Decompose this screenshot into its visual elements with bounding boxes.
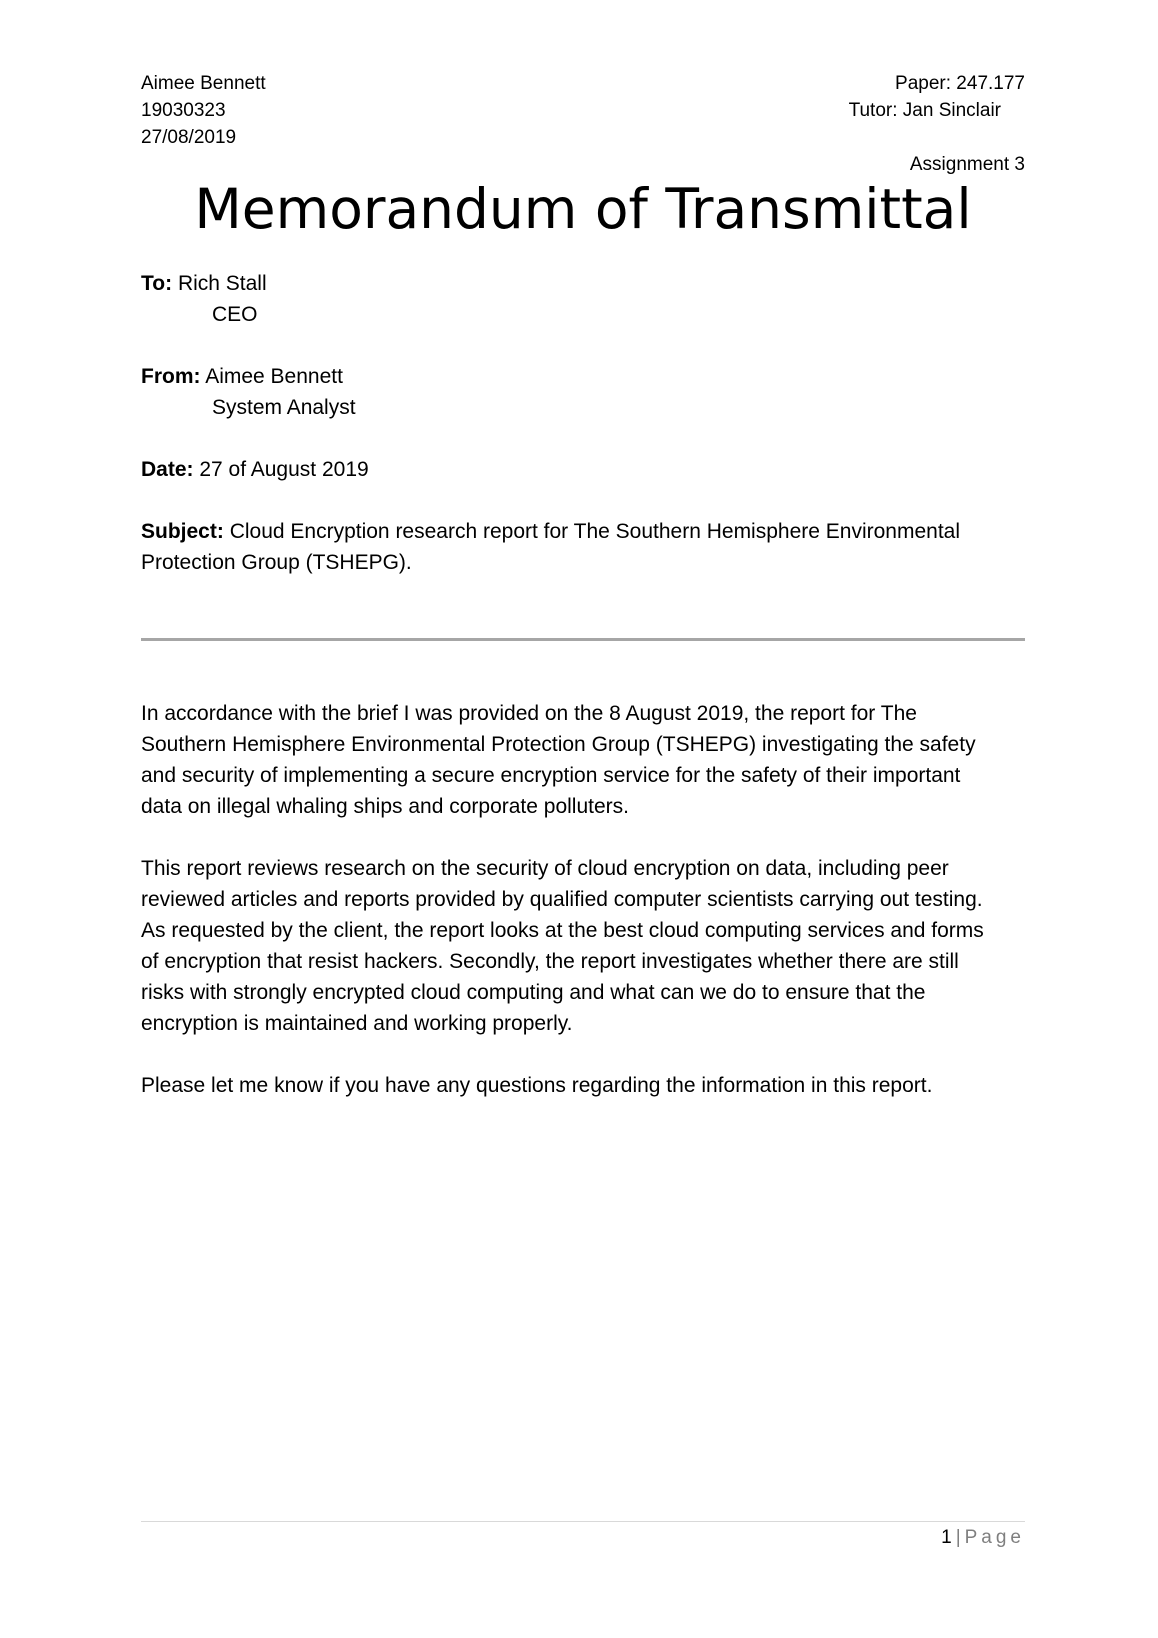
page-footer — [941, 1524, 1025, 1551]
from-role: System Analyst — [212, 396, 356, 419]
memo-to — [141, 268, 1031, 330]
text-line: As requested by the client, the report looks at the best cloud computing services and forms — [141, 919, 984, 942]
paper-code: Paper: 247.177 — [895, 73, 1025, 94]
assignment-label: Assignment 3 — [909, 154, 1025, 175]
text-line: In accordance with the brief I was provided on the 8 August 2019, the report for The — [141, 702, 917, 725]
memo-body — [141, 698, 1041, 1132]
page-title: Memorandum of Transmittal — [194, 177, 972, 241]
from-label: From: — [141, 365, 201, 388]
text-line: data on illegal whaling ships and corporate polluters. — [141, 795, 629, 818]
tutor-name: Tutor: Jan Sinclair — [848, 100, 1001, 121]
horizontal-divider — [141, 638, 1025, 641]
date-value: 27 of August 2019 — [199, 458, 369, 481]
body-paragraph-1 — [141, 698, 1041, 822]
text-line: risks with strongly encrypted cloud computing and what can we do to ensure that the — [141, 981, 926, 1004]
text-line: Please let me know if you have any questions regarding the information in this report. — [141, 1074, 933, 1097]
date-label: Date: — [141, 458, 194, 481]
text-line: This report reviews research on the security of cloud encryption on data, including peer — [141, 857, 949, 880]
header-left — [141, 70, 266, 151]
body-paragraph-3 — [141, 1070, 1041, 1101]
to-name: Rich Stall — [177, 272, 267, 295]
body-paragraph-2 — [141, 853, 1041, 1039]
to-role: CEO — [212, 303, 258, 326]
memo-date — [141, 454, 1031, 485]
memo-subject — [141, 516, 1031, 578]
header-right — [849, 70, 1025, 124]
memo-fields — [141, 268, 1031, 609]
student-id: 19030323 — [141, 100, 226, 121]
subject-value: Cloud Encryption research report for The Southern Hemisphere Environmental Protection Group (TSHEPG). — [141, 520, 961, 574]
subject-label: Subject: — [141, 520, 224, 543]
author-name: Aimee Bennett — [141, 73, 266, 94]
text-line: encryption is maintained and working properly. — [141, 1012, 573, 1035]
from-name: Aimee Bennett — [205, 365, 343, 388]
footer-separator: | — [955, 1527, 961, 1548]
text-line: of encryption that resist hackers. Secondly, the report investigates whether there are still — [141, 950, 959, 973]
page-number: 1 — [941, 1527, 952, 1548]
to-label: To: — [141, 272, 173, 295]
text-line: reviewed articles and reports provided by qualified computer scientists carrying out testing. — [141, 888, 983, 911]
text-line: and security of implementing a secure encryption service for the safety of their important — [141, 764, 961, 787]
footer-divider — [141, 1521, 1025, 1522]
text-line: Southern Hemisphere Environmental Protection Group (TSHEPG) investigating the safety — [141, 733, 976, 756]
memo-from — [141, 361, 1031, 423]
header-date: 27/08/2019 — [141, 127, 237, 148]
page-word: Page — [964, 1527, 1025, 1548]
